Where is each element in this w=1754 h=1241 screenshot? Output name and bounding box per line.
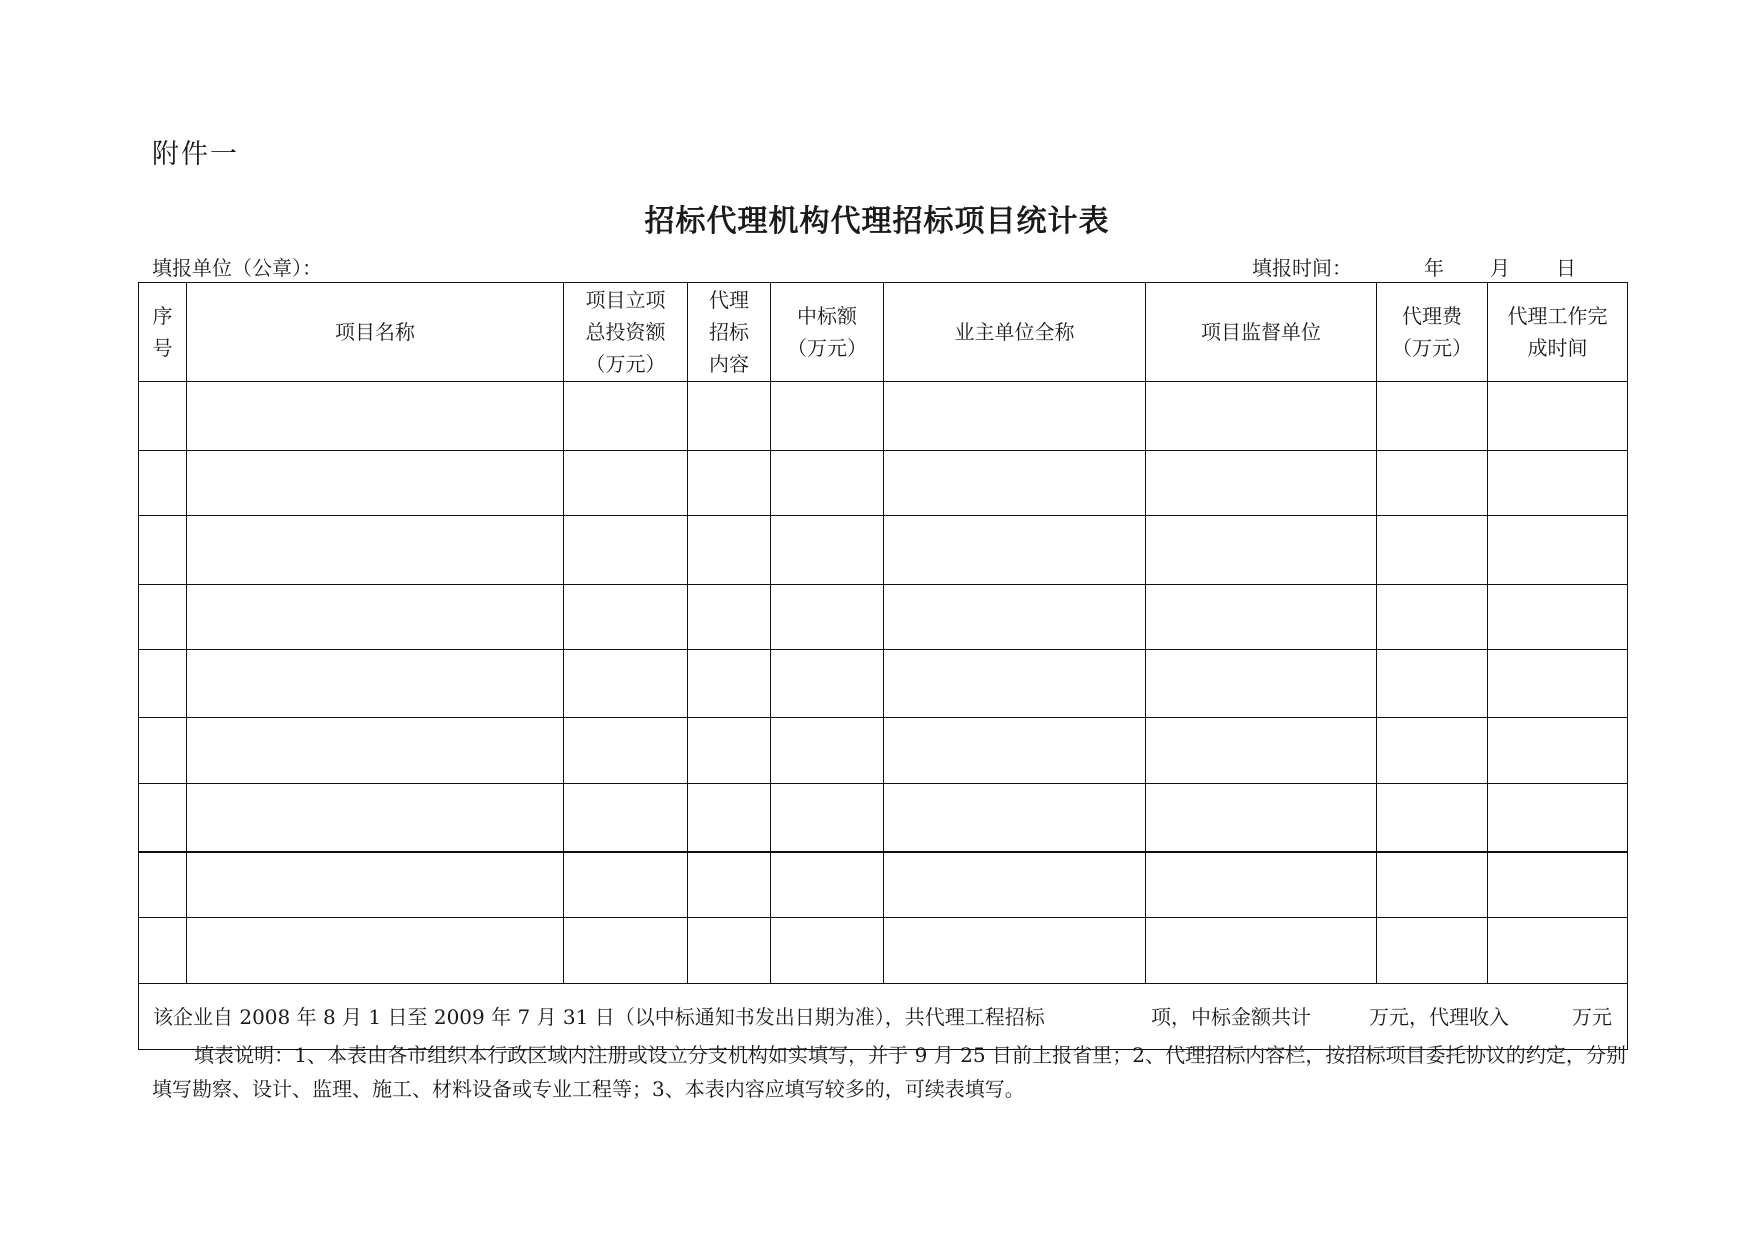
table-cell[interactable] xyxy=(884,784,1146,853)
table-cell[interactable] xyxy=(1146,516,1377,585)
table-cell[interactable] xyxy=(564,451,688,516)
table-cell[interactable] xyxy=(1377,852,1488,918)
table-cell[interactable] xyxy=(1146,918,1377,984)
table-cell[interactable] xyxy=(139,718,187,784)
table-cell[interactable] xyxy=(187,718,564,784)
table-cell[interactable] xyxy=(139,650,187,718)
table-cell[interactable] xyxy=(1488,382,1628,451)
table-cell[interactable] xyxy=(688,585,771,650)
month-label: 月 xyxy=(1490,256,1510,280)
column-header-total-investment: 项目立项 总投资额 （万元） xyxy=(564,283,688,382)
reporting-date-line xyxy=(1252,252,1622,281)
table-cell[interactable] xyxy=(1377,784,1488,853)
table-cell[interactable] xyxy=(1488,784,1628,853)
table-cell[interactable] xyxy=(564,918,688,984)
table-cell[interactable] xyxy=(139,382,187,451)
table-cell[interactable] xyxy=(1488,852,1628,918)
column-header-agency-content: 代理 招标 内容 xyxy=(688,283,771,382)
table-cell[interactable] xyxy=(688,918,771,984)
table-cell[interactable] xyxy=(771,650,884,718)
table-row xyxy=(139,516,1628,585)
table-cell[interactable] xyxy=(564,852,688,918)
table-cell[interactable] xyxy=(564,516,688,585)
table-cell[interactable] xyxy=(771,852,884,918)
table-cell[interactable] xyxy=(771,918,884,984)
table-cell[interactable] xyxy=(884,516,1146,585)
reporting-unit-label: 填报单位（公章）： xyxy=(152,256,322,280)
table-cell[interactable] xyxy=(1146,718,1377,784)
table-cell[interactable] xyxy=(564,718,688,784)
reporting-date-label: 填报时间： xyxy=(1252,256,1352,280)
table-cell[interactable] xyxy=(139,451,187,516)
table-cell[interactable] xyxy=(688,650,771,718)
summary-text-1: 该企业自 2008 年 8 月 1 日至 2009 年 7 月 31 日（以中标通知书发出日期为准），共代理工程招标 xyxy=(153,1004,1045,1029)
table-cell[interactable] xyxy=(1377,585,1488,650)
table-cell[interactable] xyxy=(1377,718,1488,784)
column-header-project-name: 项目名称 xyxy=(187,283,564,382)
summary-text-3: 万元，代理收入 xyxy=(1369,1004,1509,1029)
table-cell[interactable] xyxy=(771,516,884,585)
table-cell[interactable] xyxy=(1377,451,1488,516)
column-header-completion-time: 代理工作完 成时间 xyxy=(1488,283,1628,382)
table-cell[interactable] xyxy=(1377,650,1488,718)
table-row xyxy=(139,784,1628,853)
table-row xyxy=(139,852,1628,918)
table-cell[interactable] xyxy=(564,784,688,853)
table-cell[interactable] xyxy=(187,585,564,650)
table-cell[interactable] xyxy=(884,718,1146,784)
table-cell[interactable] xyxy=(1488,516,1628,585)
attachment-label: 附件一 xyxy=(152,139,239,170)
day-label: 日 xyxy=(1556,256,1576,280)
table-cell[interactable] xyxy=(771,784,884,853)
table-cell[interactable] xyxy=(688,718,771,784)
column-header-index: 序 号 xyxy=(139,283,187,382)
table-cell[interactable] xyxy=(187,451,564,516)
table-row xyxy=(139,650,1628,718)
fill-instructions: 填表说明：1、本表由各市组织本行政区域内注册或设立分支机构如实填写，并于 9 月 25 日前上报省里；2、代理招标内容栏，按招标项目委托协议的约定，分别填写勘察、设计、监理、施工、材料设备或专业工程等；3、本表内容应填写较多的，可续表填写。 xyxy=(152,1043,1626,1101)
table-cell[interactable] xyxy=(771,451,884,516)
table-cell[interactable] xyxy=(884,852,1146,918)
table-row xyxy=(139,718,1628,784)
table-row xyxy=(139,451,1628,516)
page-title: 招标代理机构代理招标项目统计表 xyxy=(644,204,1110,239)
table-cell[interactable] xyxy=(884,918,1146,984)
table-cell[interactable] xyxy=(688,852,771,918)
table-cell[interactable] xyxy=(1377,516,1488,585)
table-cell[interactable] xyxy=(187,784,564,853)
table-cell[interactable] xyxy=(187,516,564,585)
table-cell[interactable] xyxy=(139,585,187,650)
table-cell[interactable] xyxy=(688,382,771,451)
table-cell[interactable] xyxy=(187,382,564,451)
table-cell[interactable] xyxy=(1488,585,1628,650)
table-cell[interactable] xyxy=(139,852,187,918)
table-cell[interactable] xyxy=(1488,918,1628,984)
table-cell[interactable] xyxy=(564,585,688,650)
table-cell[interactable] xyxy=(1377,918,1488,984)
table-cell[interactable] xyxy=(187,650,564,718)
column-header-winning-amount: 中标额 （万元） xyxy=(771,283,884,382)
table-cell[interactable] xyxy=(1146,585,1377,650)
table-cell[interactable] xyxy=(1146,852,1377,918)
table-cell[interactable] xyxy=(187,918,564,984)
table-cell[interactable] xyxy=(139,516,187,585)
table-cell[interactable] xyxy=(884,451,1146,516)
table-cell[interactable] xyxy=(688,451,771,516)
table-cell[interactable] xyxy=(884,585,1146,650)
table-cell[interactable] xyxy=(884,382,1146,451)
table-cell[interactable] xyxy=(139,784,187,853)
table-cell[interactable] xyxy=(1377,382,1488,451)
table-row xyxy=(139,918,1628,984)
table-cell[interactable] xyxy=(688,516,771,585)
column-header-owner-unit: 业主单位全称 xyxy=(884,283,1146,382)
table-cell[interactable] xyxy=(564,382,688,451)
table-cell[interactable] xyxy=(187,852,564,918)
table-cell[interactable] xyxy=(1146,650,1377,718)
table-cell[interactable] xyxy=(139,918,187,984)
table-cell[interactable] xyxy=(771,718,884,784)
summary-text-2: 项，中标金额共计 xyxy=(1151,1004,1311,1029)
table-cell[interactable] xyxy=(771,382,884,451)
statistics-table xyxy=(138,282,1628,1050)
table-cell[interactable] xyxy=(1488,451,1628,516)
column-header-agency-fee: 代理费 （万元） xyxy=(1377,283,1488,382)
table-cell[interactable] xyxy=(1488,650,1628,718)
table-row xyxy=(139,382,1628,451)
table-cell[interactable] xyxy=(884,650,1146,718)
table-cell[interactable] xyxy=(688,784,771,853)
table-cell[interactable] xyxy=(1146,451,1377,516)
table-cell[interactable] xyxy=(771,585,884,650)
year-label: 年 xyxy=(1424,256,1444,280)
table-cell[interactable] xyxy=(564,650,688,718)
table-cell[interactable] xyxy=(1146,784,1377,853)
table-cell[interactable] xyxy=(1146,382,1377,451)
table-cell[interactable] xyxy=(1488,718,1628,784)
summary-text-4: 万元 xyxy=(1572,1004,1612,1029)
table-row xyxy=(139,585,1628,650)
column-header-supervision-unit: 项目监督单位 xyxy=(1146,283,1377,382)
